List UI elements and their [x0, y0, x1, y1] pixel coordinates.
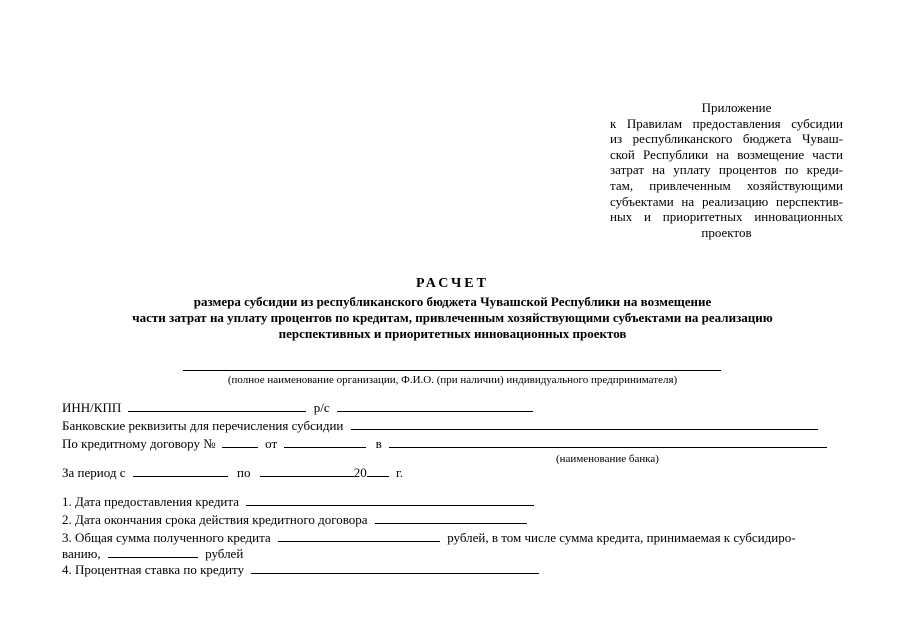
item-total-credit-text: рублей, в том числе сумма кредита, принимаемая к субсидиро- [447, 530, 796, 545]
item-total-credit [62, 530, 796, 545]
item-contract-end-date-label: 2. Дата окончания срока действия кредитного договора [62, 512, 368, 527]
bank-details-field[interactable] [351, 418, 818, 430]
appendix-line: проектов [701, 224, 752, 240]
item-interest-rate [62, 562, 539, 577]
organization-name-field[interactable] [183, 360, 721, 371]
appendix-heading: Приложение [701, 100, 772, 115]
appendix-line: к Правилам предоставления субсидии [610, 115, 843, 131]
appendix-line: затрат на уплату процентов по креди- [610, 162, 843, 178]
appendix-block [610, 100, 843, 240]
item-credit-date-label: 1. Дата предоставления кредита [62, 494, 239, 509]
year-field[interactable] [367, 465, 389, 477]
period-end-field[interactable] [260, 465, 354, 477]
item-subsidized-amount [62, 546, 243, 561]
bank-name-caption: (наименование банка) [556, 453, 659, 465]
interest-rate-field[interactable] [251, 562, 539, 574]
contract-end-date-field[interactable] [375, 512, 527, 524]
period-start-field[interactable] [133, 465, 228, 477]
appendix-line: ных и приоритетных инновационных [610, 209, 843, 225]
item-interest-rate-label: 4. Процентная ставка по кредиту [62, 562, 245, 577]
document-subtitle-line: размера субсидии из республиканского бюджета Чувашской Республики на возмещение [193, 294, 712, 309]
bank-details-label: Банковские реквизиты для перечисления субсидии [62, 418, 344, 433]
appendix-line: ской Республики на возмещение части [610, 146, 843, 162]
document-subtitle-line: части затрат на уплату процентов по кредитам, привлеченным хозяйствующими субъектами на реализацию [132, 310, 773, 325]
rubles-label: рублей [205, 546, 244, 561]
inn-kpp-field[interactable] [128, 400, 306, 412]
rs-field[interactable] [337, 400, 533, 412]
appendix-line: из республиканского бюджета Чуваш- [610, 131, 843, 147]
credit-contract-row [62, 436, 827, 451]
item-subsidized-label: ванию, [62, 546, 101, 561]
year-suffix: г. [395, 465, 404, 480]
item-total-credit-label: 3. Общая сумма полученного кредита [62, 530, 271, 545]
bank-details-row [62, 418, 818, 433]
total-credit-field[interactable] [278, 530, 440, 542]
item-credit-date [62, 494, 534, 509]
appendix-line: там, привлеченным хозяйствующими [610, 177, 843, 193]
appendix-text [610, 116, 843, 241]
from-label: от [265, 436, 278, 451]
credit-date-field[interactable] [246, 494, 534, 506]
appendix-line: субъектами на реализацию перспектив- [610, 193, 843, 209]
subsidized-amount-field[interactable] [108, 546, 198, 558]
organization-name-caption: (полное наименование организации, Ф.И.О. (при наличии) индивидуального предпринимателя) [227, 374, 678, 386]
year-prefix: 20 [353, 465, 367, 480]
inn-label: ИНН/КПП [62, 400, 122, 415]
credit-contract-label: По кредитному договору № [62, 436, 216, 451]
document-title: РАСЧЕТ [416, 276, 489, 291]
bank-name-field[interactable] [389, 436, 827, 448]
inn-row [62, 400, 533, 415]
item-contract-end-date [62, 512, 527, 527]
contract-number-field[interactable] [222, 436, 258, 448]
period-from-label: За период с [62, 465, 126, 480]
contract-date-field[interactable] [284, 436, 366, 448]
rs-label: р/с [313, 400, 330, 415]
period-to-label: по [236, 465, 251, 480]
document-subtitle-line: перспективных и приоритетных инновационных проектов [278, 326, 627, 341]
in-label: в [375, 436, 382, 451]
period-row [62, 465, 403, 480]
